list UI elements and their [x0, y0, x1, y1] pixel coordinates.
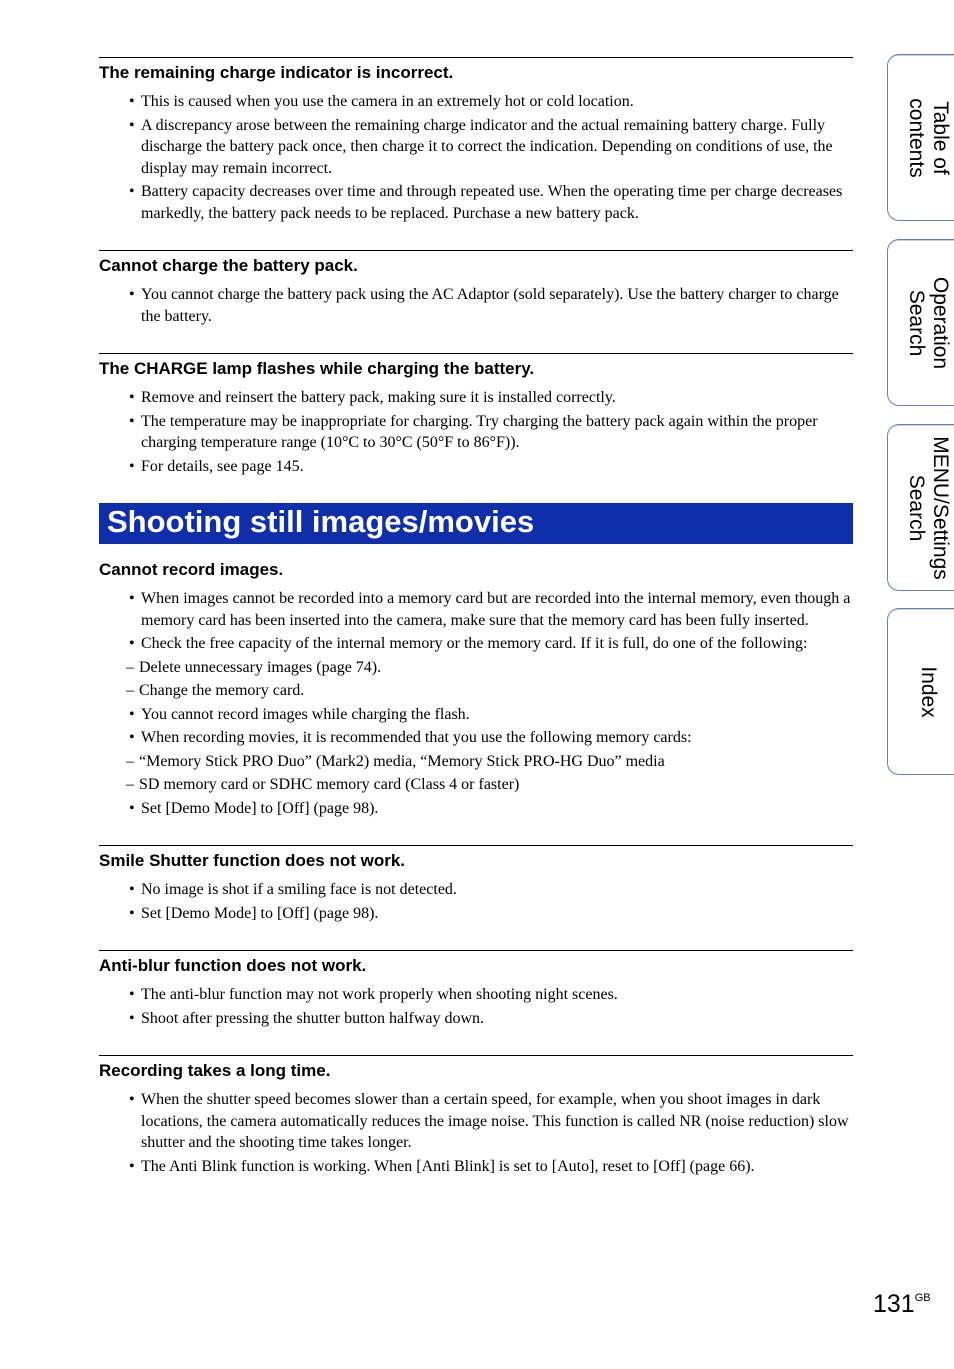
bullet-item: • No image is shot if a smiling face is not detected. — [129, 879, 853, 901]
bullet-list — [99, 879, 853, 924]
bullet-list — [99, 984, 853, 1029]
bullet-item: • You cannot record images while charging the flash. — [129, 704, 853, 726]
bullet-list — [99, 284, 853, 327]
tab-table-of-contents[interactable] — [887, 54, 954, 221]
section-heading: The CHARGE lamp flashes while charging the battery. — [99, 359, 535, 378]
tab-menu-settings-search[interactable] — [887, 424, 954, 591]
bottom-sections — [99, 560, 853, 1177]
top-sections — [99, 57, 853, 477]
bullet-item: • Set [Demo Mode] to [Off] (page 98). — [129, 798, 853, 820]
faq-section — [99, 250, 853, 327]
faq-section — [99, 950, 853, 1029]
bullet-item: • When the shutter speed becomes slower than a certain speed, for example, when you shoot images in dark locations, the camera automatically reduces the image noise. This function is called NR (noise reduction) slow shutter and the shooting time takes longer. — [129, 1089, 853, 1154]
bullet-list — [99, 588, 853, 819]
bullet-list — [99, 1089, 853, 1177]
tab-operation-search[interactable] — [887, 239, 954, 406]
bullet-item: • You cannot charge the battery pack using the AC Adaptor (sold separately). Use the battery charger to charge the battery. — [129, 284, 853, 327]
dash-item: – “Memory Stick PRO Duo” (Mark2) media, “Memory Stick PRO-HG Duo” media — [126, 751, 850, 773]
dash-item: – Delete unnecessary images (page 74). — [126, 657, 850, 679]
tab-label: MENU/Settings Search — [905, 435, 952, 580]
faq-section — [99, 57, 853, 224]
section-heading: The remaining charge indicator is incorrect. — [99, 63, 454, 82]
section-banner: Shooting still images/movies — [99, 503, 853, 544]
faq-section — [99, 353, 853, 477]
dash-item: – Change the memory card. — [126, 680, 850, 702]
bullet-item: • The temperature may be inappropriate for charging. Try charging the battery pack again within the proper charging temperature range (10°C to 30°C (50°F to 86°F)). — [129, 411, 853, 454]
bullet-item: • Set [Demo Mode] to [Off] (page 98). — [129, 903, 853, 925]
bullet-list — [99, 91, 853, 224]
bullet-list — [99, 387, 853, 477]
faq-section — [99, 560, 853, 819]
section-heading: Anti-blur function does not work. — [99, 956, 367, 975]
bullet-item: • Battery capacity decreases over time and through repeated use. When the operating time per charge decreases markedly, the battery pack needs to be replaced. Purchase a new battery pack. — [129, 181, 853, 224]
bullet-item: • The Anti Blink function is working. When [Anti Blink] is set to [Auto], reset to [Off] (page 66). — [129, 1156, 853, 1178]
bullet-item: • The anti-blur function may not work properly when shooting night scenes. — [129, 984, 853, 1006]
bullet-item: • Shoot after pressing the shutter button halfway down. — [129, 1008, 853, 1030]
tab-label: Operation Search — [905, 276, 952, 369]
tab-label: Index — [917, 665, 940, 718]
tab-label: Table of contents — [905, 97, 952, 178]
bullet-item: • For details, see page 145. — [129, 456, 853, 478]
bullet-item: • When recording movies, it is recommended that you use the following memory cards: — [129, 727, 853, 749]
tab-index[interactable] — [887, 608, 954, 775]
bullet-item: • A discrepancy arose between the remaining charge indicator and the actual remaining battery charge. Fully discharge the battery pack once, then charge it to correct the indication. Depending on conditions of use, the display may remain incorrect. — [129, 115, 853, 180]
bullet-item: • This is caused when you use the camera in an extremely hot or cold location. — [129, 91, 853, 113]
bullet-item: • When images cannot be recorded into a memory card but are recorded into the internal memory, even though a memory card has been inserted into the camera, make sure that the memory card has been fully inserted. — [129, 588, 853, 631]
dash-item: – SD memory card or SDHC memory card (Class 4 or faster) — [126, 774, 850, 796]
section-heading: Smile Shutter function does not work. — [99, 851, 406, 870]
page-content — [99, 57, 853, 1203]
bullet-item: • Check the free capacity of the internal memory or the memory card. If it is full, do one of the following: — [129, 633, 853, 655]
section-heading: Cannot charge the battery pack. — [99, 256, 358, 275]
page-number — [873, 1290, 931, 1319]
page-number-value: 131 — [873, 1290, 915, 1318]
section-heading: Recording takes a long time. — [99, 1061, 331, 1080]
faq-section — [99, 1055, 853, 1177]
faq-section — [99, 845, 853, 924]
section-heading: Cannot record images. — [99, 560, 284, 579]
page-number-suffix: GB — [914, 1292, 931, 1304]
bullet-item: • Remove and reinsert the battery pack, making sure it is installed correctly. — [129, 387, 853, 409]
